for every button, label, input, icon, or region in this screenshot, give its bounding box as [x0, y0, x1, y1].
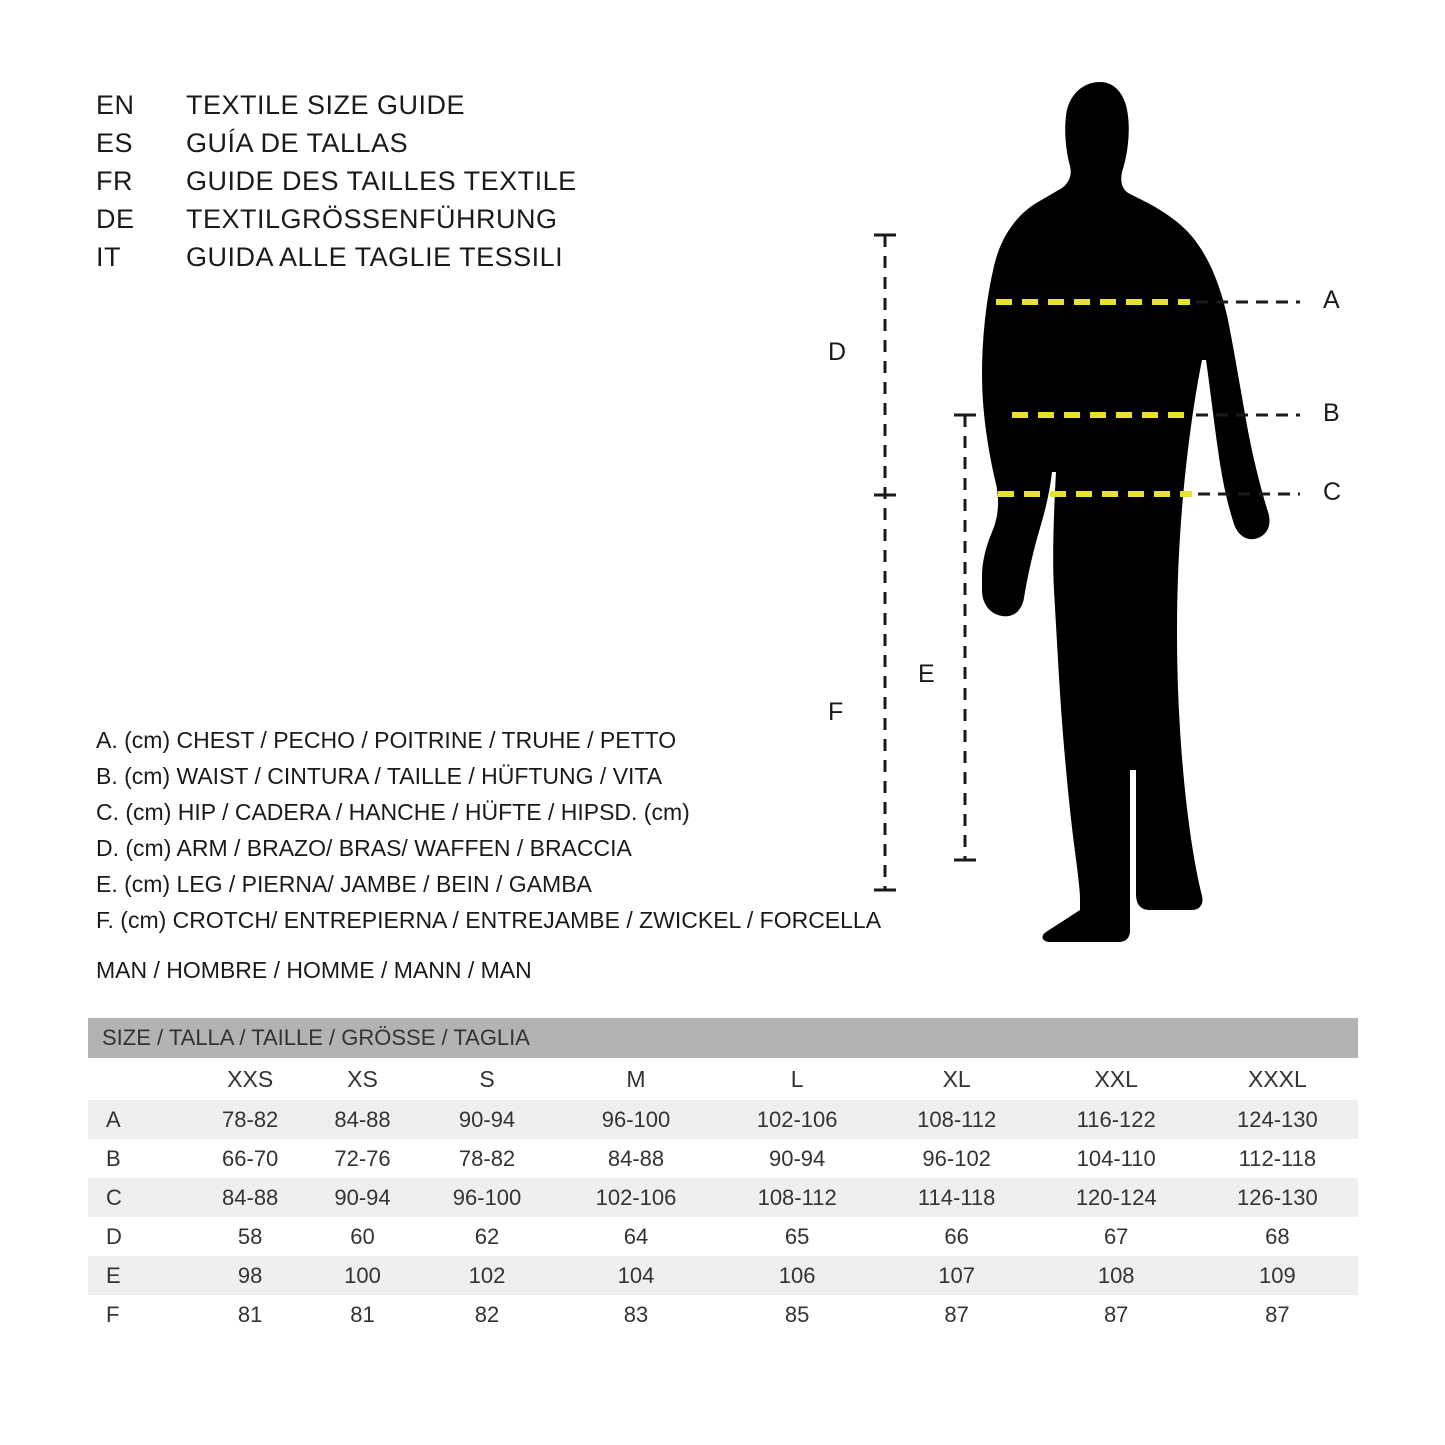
row-label: C: [88, 1178, 194, 1217]
table-cell: 104-110: [1036, 1139, 1197, 1178]
table-row: [88, 1100, 1358, 1139]
table-row: [88, 1256, 1358, 1295]
row-label: F: [88, 1295, 194, 1334]
title-lang: IT: [96, 242, 121, 272]
legend-item-a: A. (cm) CHEST / PECHO / POITRINE / TRUHE / PETTO: [96, 727, 677, 753]
table-row: [88, 1178, 1358, 1217]
legend-item-b: B. (cm) WAIST / CINTURA / TAILLE / HÜFTUNG / VITA: [96, 763, 663, 789]
table-cell: 87: [1197, 1295, 1358, 1334]
legend-item-c: C. (cm) HIP / CADERA / HANCHE / HÜFTE / HIPSD. (cm): [96, 799, 690, 825]
title-row: [96, 204, 716, 242]
title-row: [96, 128, 716, 166]
table-cell: 120-124: [1036, 1178, 1197, 1217]
table-cell: 104: [555, 1256, 716, 1295]
marker-label-a: A: [1323, 286, 1340, 314]
table-cell: 81: [194, 1295, 306, 1334]
marker-label-d: D: [828, 338, 847, 366]
table-cell: 109: [1197, 1256, 1358, 1295]
table-cell: 108-112: [878, 1100, 1036, 1139]
table-cell: 67: [1036, 1217, 1197, 1256]
size-header-cell: XXXL: [1197, 1058, 1358, 1100]
table-cell: 72-76: [306, 1139, 418, 1178]
table-cell: 84-88: [194, 1178, 306, 1217]
row-label: D: [88, 1217, 194, 1256]
title-text: GUÍA DE TALLAS: [186, 128, 409, 158]
table-size-row: [88, 1058, 1358, 1100]
table-cell: 96-100: [555, 1100, 716, 1139]
table-cell: 96-102: [878, 1139, 1036, 1178]
table-cell: 78-82: [194, 1100, 306, 1139]
title-lang: ES: [96, 128, 134, 158]
legend-block: [96, 722, 896, 938]
title-text: GUIDE DES TAILLES TEXTILE: [186, 166, 577, 196]
table-cell: 84-88: [306, 1100, 418, 1139]
row-label: B: [88, 1139, 194, 1178]
title-text: GUIDA ALLE TAGLIE TESSILI: [186, 242, 564, 272]
legend-item-e: E. (cm) LEG / PIERNA/ JAMBE / BEIN / GAMBA: [96, 871, 592, 897]
table-cell: 116-122: [1036, 1100, 1197, 1139]
row-label: E: [88, 1256, 194, 1295]
table-cell: 85: [717, 1295, 878, 1334]
table-cell: 64: [555, 1217, 716, 1256]
silhouette-shape: [982, 82, 1270, 942]
table-cell: 66: [878, 1217, 1036, 1256]
table-cell: 90-94: [419, 1100, 556, 1139]
table-corner-cell: [88, 1058, 194, 1100]
size-header-cell: XXS: [194, 1058, 306, 1100]
title-text: TEXTILGRÖSSENFÜHRUNG: [186, 204, 558, 234]
table-row: [88, 1139, 1358, 1178]
table-cell: 106: [717, 1256, 878, 1295]
marker-label-f: F: [828, 698, 844, 726]
table-cell: 90-94: [717, 1139, 878, 1178]
table-cell: 108-112: [717, 1178, 878, 1217]
size-header-cell: XS: [306, 1058, 418, 1100]
title-lang: FR: [96, 166, 133, 196]
table-cell: 83: [555, 1295, 716, 1334]
table-cell: 65: [717, 1217, 878, 1256]
table-cell: 82: [419, 1295, 556, 1334]
title-block: [96, 90, 716, 280]
row-label: A: [88, 1100, 194, 1139]
table-cell: 84-88: [555, 1139, 716, 1178]
table-cell: 81: [306, 1295, 418, 1334]
table-cell: 87: [878, 1295, 1036, 1334]
size-header-cell: XXL: [1036, 1058, 1197, 1100]
table-cell: 87: [1036, 1295, 1197, 1334]
table-cell: 60: [306, 1217, 418, 1256]
table-cell: 96-100: [419, 1178, 556, 1217]
table-cell: 98: [194, 1256, 306, 1295]
title-lang: DE: [96, 204, 135, 234]
size-header-cell: S: [419, 1058, 556, 1100]
title-lang: EN: [96, 90, 135, 120]
table-cell: 102: [419, 1256, 556, 1295]
marker-label-c: C: [1323, 478, 1342, 506]
size-header-cell: L: [717, 1058, 878, 1100]
table-cell: 102-106: [555, 1178, 716, 1217]
table-cell: 102-106: [717, 1100, 878, 1139]
marker-label-e: E: [918, 660, 935, 688]
table-cell: 62: [419, 1217, 556, 1256]
legend-item-f: F. (cm) CROTCH/ ENTREPIERNA / ENTREJAMBE / ZWICKEL / FORCELLA: [96, 907, 882, 933]
title-row: [96, 242, 716, 280]
size-table: [88, 1018, 1358, 1334]
table-cell: 58: [194, 1217, 306, 1256]
table-cell: 68: [1197, 1217, 1358, 1256]
table-cell: 108: [1036, 1256, 1197, 1295]
table-cell: 126-130: [1197, 1178, 1358, 1217]
table-cell: 90-94: [306, 1178, 418, 1217]
table-row: [88, 1217, 1358, 1256]
table-header-label: SIZE / TALLA / TAILLE / GRÖSSE / TAGLIA: [88, 1018, 1358, 1058]
legend-item-d: D. (cm) ARM / BRAZO/ BRAS/ WAFFEN / BRACCIA: [96, 835, 632, 861]
table-header-bar: [88, 1018, 1358, 1058]
size-header-cell: XL: [878, 1058, 1036, 1100]
title-row: [96, 166, 716, 204]
table-cell: 112-118: [1197, 1139, 1358, 1178]
table-cell: 107: [878, 1256, 1036, 1295]
title-row: [96, 90, 716, 128]
size-header-cell: M: [555, 1058, 716, 1100]
title-text: TEXTILE SIZE GUIDE: [186, 90, 466, 120]
table-cell: 100: [306, 1256, 418, 1295]
table-cell: 66-70: [194, 1139, 306, 1178]
table-cell: 78-82: [419, 1139, 556, 1178]
table-cell: 114-118: [878, 1178, 1036, 1217]
table-row: [88, 1295, 1358, 1334]
table-cell: 124-130: [1197, 1100, 1358, 1139]
marker-label-b: B: [1323, 399, 1340, 427]
gender-label: MAN / HOMBRE / HOMME / MANN / MAN: [96, 957, 532, 983]
